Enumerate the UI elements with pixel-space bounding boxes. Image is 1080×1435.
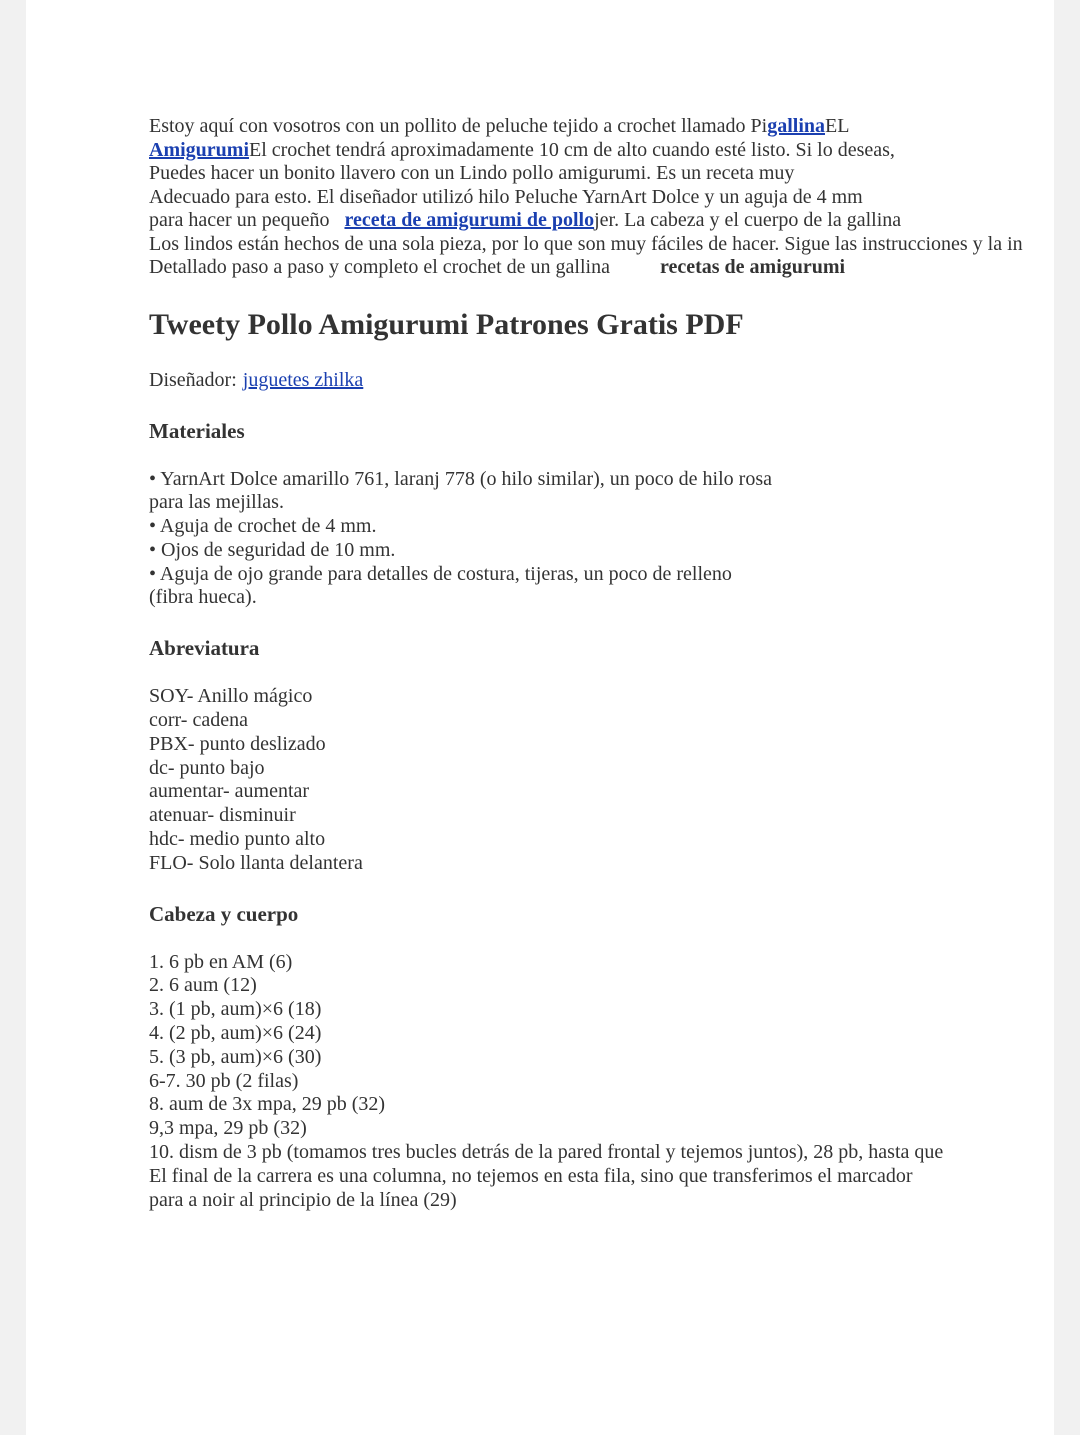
intro-line-4: Adecuado para esto. El diseñador utilizó hilo Peluche YarnArt Dolce y un aguja de 4 mm <box>149 185 863 208</box>
materials-list <box>149 468 1054 611</box>
amigurumi-link[interactable]: Amigurumi <box>149 138 249 161</box>
list-item: El final de la carrera es una columna, no tejemos en esta fila, sino que transferimos el marcador <box>149 1164 913 1187</box>
list-item: 9,3 mpa, 29 pb (32) <box>149 1117 307 1140</box>
intro-line-7: Detallado paso a paso y completo el crochet de un gallina recetas de amigurumi <box>149 256 846 278</box>
article-content <box>149 115 1054 1212</box>
intro-paragraph <box>149 115 1054 280</box>
list-item: corr- cadena <box>149 709 248 732</box>
list-item: • YarnArt Dolce amarillo 761, laranj 778 (o hilo similar), un poco de hilo rosa <box>149 467 772 490</box>
list-item: 5. (3 pb, aum)×6 (30) <box>149 1045 322 1068</box>
list-item: 6-7. 30 pb (2 filas) <box>149 1069 299 1092</box>
list-item: dc- punto bajo <box>149 756 265 779</box>
list-item: FLO- Solo llanta delantera <box>149 851 363 874</box>
list-item: SOY- Anillo mágico <box>149 685 313 708</box>
list-item: 2. 6 aum (12) <box>149 974 257 997</box>
designer-link[interactable]: juguetes zhilka <box>242 368 364 391</box>
list-item: (fibra hueca). <box>149 586 257 609</box>
intro-line-2: AmigurumiEl crochet tendrá aproximadamente 10 cm de alto cuando esté listo. Si lo deseas, <box>149 138 895 161</box>
list-item: hdc- medio punto alto <box>149 828 326 851</box>
abbreviations-list <box>149 685 1054 875</box>
intro-line-6: Los lindos están hechos de una sola pieza, por lo que son muy fáciles de hacer. Sigue las instrucciones y la in <box>149 232 1023 255</box>
list-item: 3. (1 pb, aum)×6 (18) <box>149 998 322 1021</box>
receta-pollo-link[interactable]: receta de amigurumi de pollo <box>344 209 595 231</box>
list-item: • Ojos de seguridad de 10 mm. <box>149 538 396 561</box>
designer-line <box>149 367 1054 393</box>
list-item: para a noir al principio de la línea (29) <box>149 1188 457 1211</box>
gallina-link[interactable]: gallina <box>767 115 825 137</box>
head-body-steps <box>149 951 1054 1213</box>
list-item: • Aguja de crochet de 4 mm. <box>149 515 377 538</box>
abbreviations-heading: Abreviatura <box>149 636 260 661</box>
page-title: Tweety Pollo Amigurumi Patrones Gratis PDF <box>149 307 744 341</box>
document-page <box>26 0 1054 1435</box>
intro-line-5: para hacer un pequeño receta de amigurumi de pollojer. La cabeza y el cuerpo de la gallina <box>149 209 902 231</box>
list-item: 8. aum de 3x mpa, 29 pb (32) <box>149 1093 386 1116</box>
list-item: 1. 6 pb en AM (6) <box>149 950 293 973</box>
intro-line-3: Puedes hacer un bonito llavero con un Lindo pollo amigurumi. Es un receta muy <box>149 162 795 184</box>
list-item: • Aguja de ojo grande para detalles de costura, tijeras, un poco de relleno <box>149 562 732 585</box>
list-item: 4. (2 pb, aum)×6 (24) <box>149 1022 322 1045</box>
designer-label: Diseñador: <box>149 368 237 391</box>
intro-line-1: Estoy aquí con vosotros con un pollito de peluche tejido a crochet llamado PigallinaEL <box>149 115 850 137</box>
materials-heading: Materiales <box>149 418 245 443</box>
list-item: PBX- punto deslizado <box>149 732 326 755</box>
list-item: atenuar- disminuir <box>149 804 296 827</box>
recetas-amigurumi-text: recetas de amigurumi <box>659 256 846 278</box>
list-item: 10. dism de 3 pb (tomamos tres bucles detrás de la pared frontal y tejemos juntos), 28 pb, hasta que <box>149 1141 944 1164</box>
head-body-heading: Cabeza y cuerpo <box>149 901 299 926</box>
list-item: para las mejillas. <box>149 491 284 514</box>
list-item: aumentar- aumentar <box>149 780 310 803</box>
